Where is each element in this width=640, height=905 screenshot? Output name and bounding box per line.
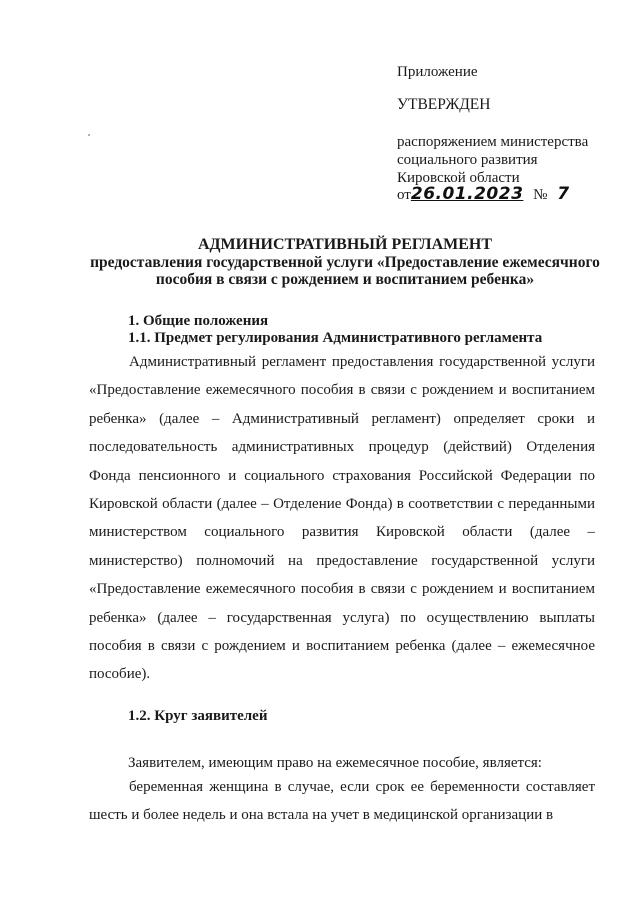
- order-line-1: распоряжением министерства: [397, 134, 589, 150]
- applicants-paragraph: беременная женщина в случае, если срок ее беременности составляет шесть и более недель и она встала на учет в медицинской организации в: [89, 779, 595, 824]
- order-line-3: Кировской области: [397, 170, 520, 186]
- section-1-1-heading: 1.1. Предмет регулирования Административного регламента: [128, 330, 543, 346]
- section-1-1-paragraph: Административный регламент предоставления государственной услуги «Предоставление ежемесячного пособия в связи с рождением и воспитанием ребенка» (далее – Административный регламент) определяет сроки и последовательность административных процедур (действий) Отделения Фонда пенсионного и социального страхования Российской Федерации по Кировской области (далее – Отделение Фонда) в соответствии с переданными министерством социального развития Кировской области (далее – министерство) полномочий на предоставление государственной услуги «Предоставление ежемесячного пособия в связи с рождением и воспитанием ребенка» (далее – государственная услуга) по осуществлению выплаты пособия в связи с рождением и воспитанием ребенка (далее – ежемесячное пособие).: [89, 354, 595, 683]
- order-line-2: социального развития: [397, 152, 538, 168]
- document-subtitle-line-1: предоставления государственной услуги «Предоставление ежемесячного: [90, 254, 600, 271]
- date-prefix: от: [397, 187, 411, 203]
- handwritten-date: 26.01.2023: [410, 184, 524, 204]
- document-title: АДМИНИСТРАТИВНЫЙ РЕГЛАМЕНТ: [197, 236, 493, 253]
- appendix-label: Приложение: [397, 64, 478, 80]
- scan-speck: [88, 134, 90, 136]
- approved-label: УТВЕРЖДЕН: [397, 96, 491, 113]
- document-subtitle-line-2: пособия в связи с рождением и воспитанием ребенка»: [155, 271, 535, 288]
- order-date-row: [397, 184, 570, 204]
- section-1-2-heading: 1.2. Круг заявителей: [128, 708, 268, 724]
- applicants-intro: Заявителем, имеющим право на ежемесячное пособие, является:: [128, 755, 542, 771]
- section-1-heading: 1. Общие положения: [128, 313, 269, 329]
- handwritten-number: 7: [557, 184, 570, 204]
- number-label: №: [533, 187, 548, 203]
